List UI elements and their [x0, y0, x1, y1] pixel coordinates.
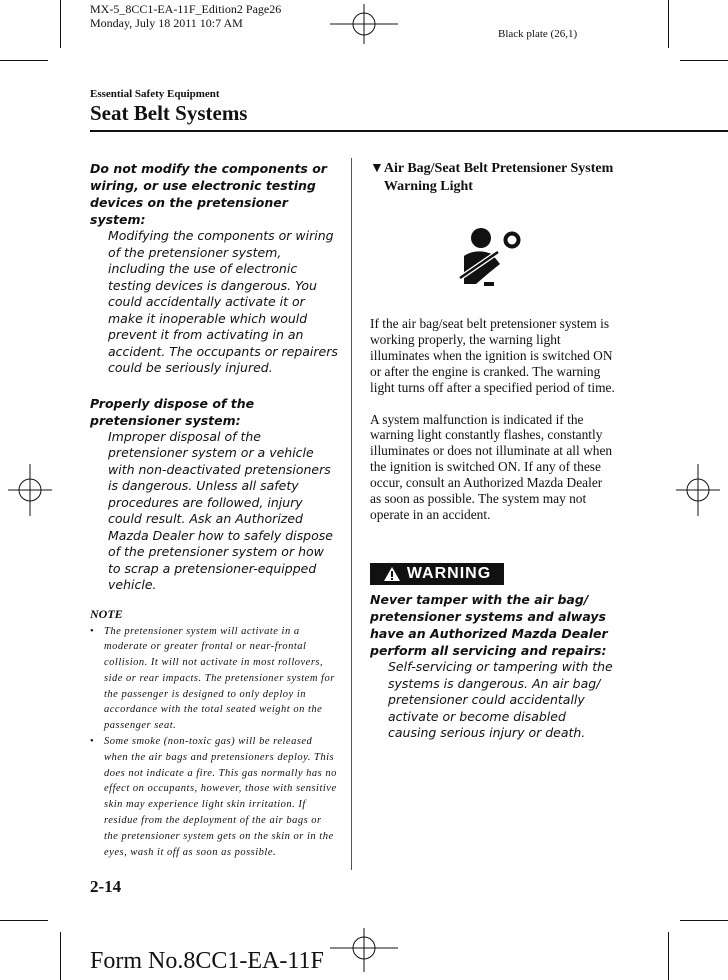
warning-body: Self-servicing or tampering with the systems is dangerous. An air bag/ pretensioner could accidentally activate or become disabled causing serious injury or death.: [388, 659, 613, 740]
warning-block-body: Modifying the components or wiring of the pretensioner system, including the use of electronic testing devices is dangerous. You could accidentally activate it or make it inoperable which would prevent it from activating in an accident. The occupants or repairers could be seriously injured.: [108, 228, 338, 375]
left-column: [90, 160, 338, 860]
warning-block-heading: Do not modify the components or wiring, or use electronic testing devices on the pretensioner system:: [90, 161, 327, 227]
column-divider: [351, 158, 352, 870]
right-column-body: [370, 316, 616, 523]
section-label: Essential Safety Equipment: [90, 88, 220, 100]
page-title: Seat Belt Systems: [90, 101, 248, 125]
registration-target-left: [8, 464, 52, 516]
form-number: Form No.8CC1-EA-11F: [90, 948, 324, 974]
airbag-warning-icon: [454, 226, 524, 288]
note-item: • Some smoke (non-toxic gas) will be released when the air bags and pretensioners deploy. This does not indicate a fire. This gas normally has no effect on occupants, however, those with sensitive skin may experience light skin irritation. If residue from the deployment of the air bags or the pretensioner system gets on the skin or in the eyes, wash it off as soon as possible.: [90, 736, 337, 858]
title-rule: [90, 130, 728, 132]
note-title: NOTE: [90, 606, 123, 621]
right-column-top: [370, 160, 616, 196]
bullet-icon: •: [90, 625, 95, 637]
registration-target-right: [676, 464, 720, 516]
paragraph: If the air bag/seat belt pretensioner system is working properly, the warning light illuminates when the ignition is switched ON or after the engine is cranked. The warning light turns off after a specified period of time.: [370, 316, 615, 395]
triangle-marker-icon: ▼: [370, 161, 384, 176]
registration-target-bottom: [330, 928, 398, 972]
warning-label: WARNING: [406, 565, 492, 582]
print-job-line: MX-5_8CC1-EA-11F_Edition2 Page26: [90, 2, 282, 16]
subsection-title: Air Bag/Seat Belt Pretensioner System Warning Light: [383, 161, 614, 194]
page-number: 2-14: [90, 877, 122, 896]
print-timestamp: Monday, July 18 2011 10:7 AM: [90, 16, 243, 30]
warning-block-body: Improper disposal of the pretensioner system or a vehicle with non-deactivated pretensioners is dangerous. Unless all safety procedures are followed, injury could result. Ask an Authorized Mazda Dealer how to safely dispose of the pretensioner system or how to scrap a pretensioner-equipped vehicle.: [108, 428, 333, 592]
warning-block-heading: Properly dispose of the pretensioner system:: [90, 395, 255, 428]
note-item: • The pretensioner system will activate in a moderate or greater frontal or near-frontal collision. It will not activate in most rollovers, side or rear impacts. The pretensioner system for the passenger is designed to only deploy in accordance with the total seated weight on the passenger seat.: [90, 625, 335, 732]
paragraph: A system malfunction is indicated if the warning light constantly flashes, constantly illuminates or does not illuminate at all when the ignition is switched ON. If any of these occur, consult an Authorized Mazda Dealer as soon as possible. The system may not operate in an accident.: [370, 411, 613, 522]
plate-label: Black plate (26,1): [498, 28, 578, 40]
warning-heading: Never tamper with the air bag/ pretensioner systems and always have an Authorized Mazda Dealer perform all servicing and repairs:: [370, 592, 608, 658]
bullet-icon: •: [90, 736, 95, 748]
warning-triangle-icon: [383, 566, 401, 582]
warning-content: [370, 591, 616, 742]
registration-target-top: [330, 4, 398, 44]
subsection-heading: [370, 160, 616, 196]
warning-banner: [370, 563, 504, 585]
